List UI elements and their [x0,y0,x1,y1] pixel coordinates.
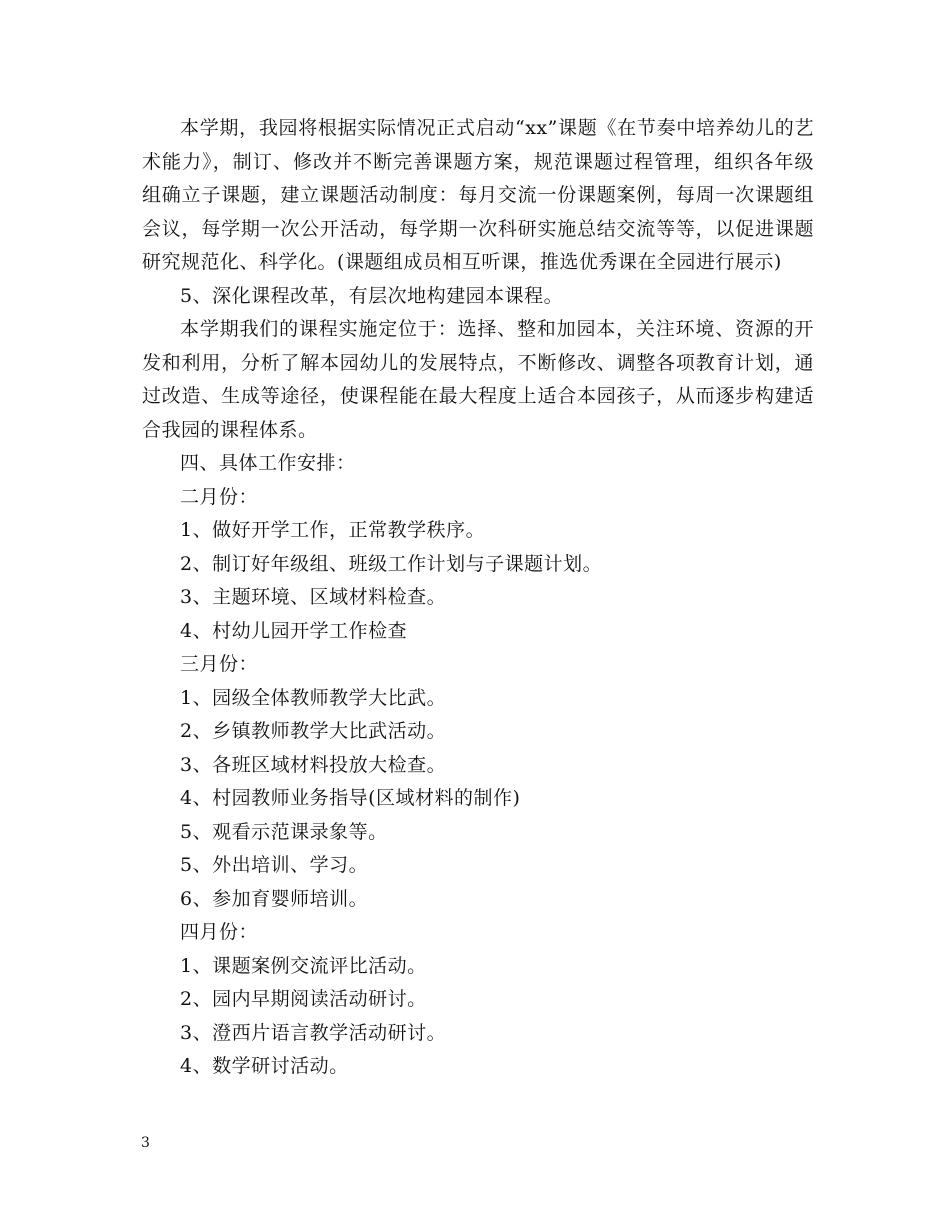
list-item: 5、观看示范课录象等。 [180,820,388,843]
list-item: 3、各班区域材料投放大检查。 [180,753,447,776]
list-item: 4、数学研讨活动。 [180,1055,349,1077]
list-item: 1、做好开学工作，正常教学秩序。 [180,519,486,541]
list-item: 2、制订好年级组、班级工作计划与子课题计划。 [180,552,603,575]
list-item: 5、外出培训、学习。 [180,854,369,876]
page-number: 3 [141,1135,150,1151]
paragraph-curriculum-reform: 5、深化课程改革，有层次地构建园本课程。 [180,284,564,307]
month-heading-april: 四月份： [180,921,259,943]
list-item: 4、村幼儿园开学工作检查 [180,619,408,642]
list-item: 6、参加育婴师培训。 [180,887,369,910]
list-item: 1、课题案例交流评比活动。 [180,954,427,977]
list-item: 3、澄西片语言教学活动研讨。 [180,1021,447,1044]
month-heading-march: 三月份： [180,653,259,675]
paragraph-research-project: 本学期，我园将根据实际情况正式启动“xx”课题《在节奏中培养幼儿的艺术能力》，制订、修改并不断完善课题方案，规范课题过程管理，组织各年级组确立子课题，建立课题活动制度：每月交流一份课题案例，每周一次课题组会议，每学期一次公开活动，每学期一次科研实施总结交流等等，以促进课题研究规范化、科学化。(课题组成员相互听课，推选优秀课在全园进行展示) [142,117,814,273]
document-body [142,112,814,1084]
list-item: 1、园级全体教师教学大比武。 [180,686,447,709]
month-heading-february: 二月份： [180,485,259,508]
list-item: 2、乡镇教师教学大比武活动。 [180,720,447,742]
list-item: 3、主题环境、区域材料检查。 [180,586,447,608]
section-heading-work-schedule: 四、具体工作安排： [180,452,356,474]
list-item: 4、村园教师业务指导(区域材料的制作) [180,787,521,809]
paragraph-curriculum-positioning: 本学期我们的课程实施定位于：选择、整和加园本，关注环境、资源的开发和利用，分析了解本园幼儿的发展特点，不断修改、调整各项教育计划，通过改造、生成等途径，使课程能在最大程度上适合本园孩子，从而逐步构建适合我园的课程体系。 [142,318,814,441]
list-item: 2、园内早期阅读活动研讨。 [180,988,427,1010]
